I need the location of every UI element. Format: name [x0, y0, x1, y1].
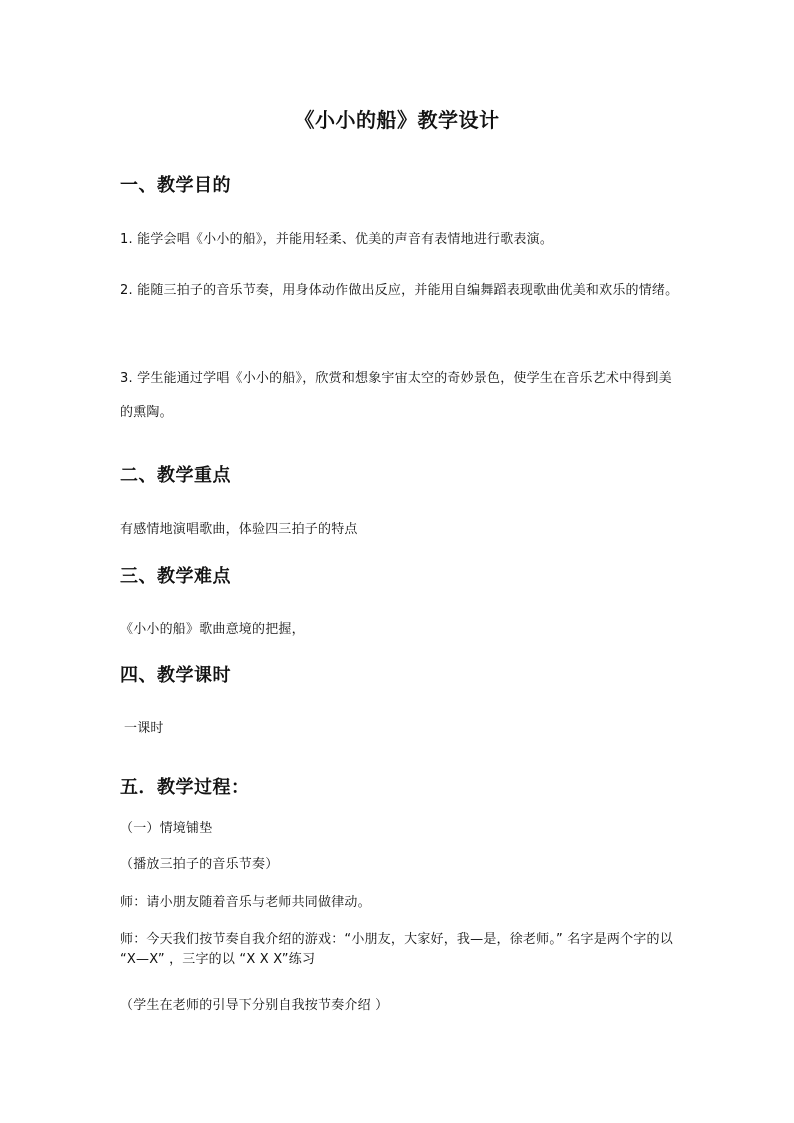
process-item: （一）情境铺垫	[120, 821, 213, 836]
difficulties-text: 《小小的船》歌曲意境的把握，	[120, 622, 305, 637]
document-title: 《小小的船》教学设计	[294, 108, 500, 132]
objective-item: 1. 能学会唱《小小的船》，并能用轻柔、优美的声音有表情地进行歌表演。	[120, 232, 554, 247]
objective-item: 2. 能随三拍子的音乐节奏，用身体动作做出反应，并能用自编舞蹈表现歌曲优美和欢乐的情绪。	[120, 283, 679, 298]
lesson-hours-text: 一课时	[124, 721, 164, 736]
section-heading-lesson-hours: 四、教学课时	[120, 665, 231, 686]
section-heading-process: 五．教学过程：	[120, 777, 250, 798]
key-points-text: 有感情地演唱歌曲，体验四三拍子的特点	[120, 522, 358, 537]
section-heading-key-points: 二、教学重点	[120, 465, 231, 486]
objective-item: 3. 学生能通过学唱《小小的船》，欣赏和想象宇宙太空的奇妙景色，使学生在音乐艺术中得到美的熏陶。	[120, 371, 672, 420]
process-item: （学生在老师的引导下分别自我按节奏介绍 ）	[120, 998, 389, 1013]
process-item: （播放三拍子的音乐节奏）	[120, 857, 279, 872]
section-heading-difficulties: 三、教学难点	[120, 566, 231, 587]
process-item: 师：今天我们按节奏自我介绍的游戏：“小朋友，大家好，我—是，徐老师。” 名字是两个字的以 “X—X” ，三字的以 “X X X”练习	[120, 932, 673, 967]
process-item: 师：请小朋友随着音乐与老师共同做律动。	[120, 895, 371, 910]
section-heading-objectives: 一、教学目的	[120, 175, 231, 196]
